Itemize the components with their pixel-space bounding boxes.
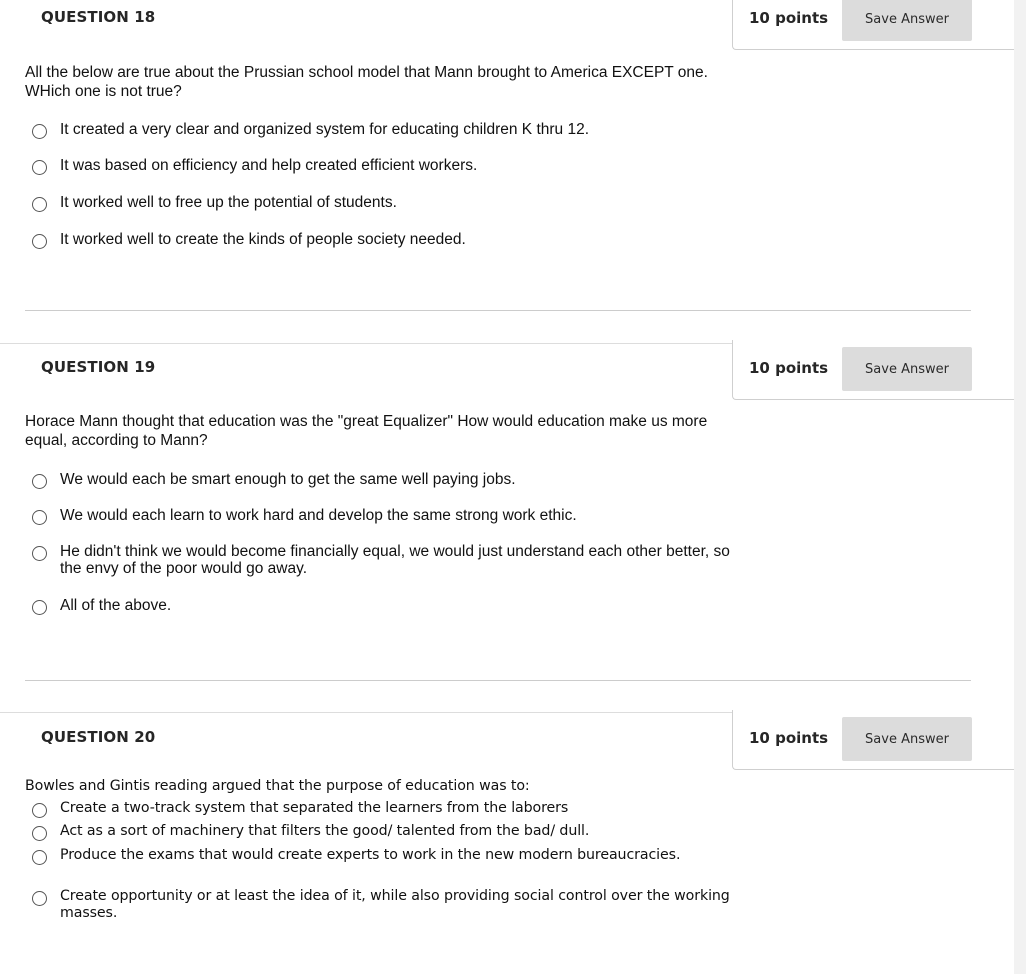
points-panel bbox=[732, 340, 1014, 400]
points-label: 10 points bbox=[749, 729, 829, 747]
question-title: QUESTION 18 bbox=[41, 8, 156, 26]
option-label[interactable]: Produce the exams that would create experts to work in the new modern bureaucracies. bbox=[60, 847, 681, 863]
option-label[interactable]: Act as a sort of machinery that filters the good/ talented from the bad/ dull. bbox=[60, 823, 590, 839]
option-label[interactable]: He didn't think we would become financially equal, we would just understand each other better, so the envy of the poor would go away. bbox=[60, 543, 730, 577]
radio-button[interactable] bbox=[32, 124, 47, 139]
question-divider bbox=[25, 310, 971, 311]
question-divider bbox=[25, 680, 971, 681]
save-answer-button[interactable]: Save Answer bbox=[842, 0, 972, 41]
option-label[interactable]: We would each be smart enough to get the same well paying jobs. bbox=[60, 471, 516, 488]
radio-button[interactable] bbox=[32, 546, 47, 561]
radio-button[interactable] bbox=[32, 510, 47, 525]
option-label[interactable]: It worked well to free up the potential of students. bbox=[60, 194, 397, 211]
points-label: 10 points bbox=[749, 359, 829, 377]
question-text: All the below are true about the Prussian school model that Mann brought to America EXCEPT one. WHich one is not true? bbox=[25, 64, 708, 100]
radio-button[interactable] bbox=[32, 803, 47, 818]
radio-button[interactable] bbox=[32, 826, 47, 841]
option-label[interactable]: Create opportunity or at least the idea of it, while also providing social control over the working masses. bbox=[60, 888, 730, 921]
radio-button[interactable] bbox=[32, 600, 47, 615]
question-text: Bowles and Gintis reading argued that the purpose of education was to: bbox=[25, 778, 530, 794]
radio-button[interactable] bbox=[32, 160, 47, 175]
points-panel bbox=[732, 0, 1014, 50]
points-label: 10 points bbox=[749, 9, 829, 27]
radio-button[interactable] bbox=[32, 850, 47, 865]
question-title: QUESTION 19 bbox=[41, 358, 156, 376]
option-label[interactable]: All of the above. bbox=[60, 597, 172, 614]
question-title: QUESTION 20 bbox=[41, 728, 156, 746]
question-text: Horace Mann thought that education was the "great Equalizer" How would education make us more equal, according to Mann? bbox=[25, 413, 708, 449]
option-label[interactable]: It worked well to create the kinds of people society needed. bbox=[60, 231, 466, 248]
option-label[interactable]: It was based on efficiency and help created efficient workers. bbox=[60, 157, 478, 174]
radio-button[interactable] bbox=[32, 197, 47, 212]
question-header bbox=[0, 350, 1014, 410]
question-header bbox=[0, 0, 1014, 60]
radio-button[interactable] bbox=[32, 474, 47, 489]
points-panel bbox=[732, 710, 1014, 770]
option-label[interactable]: We would each learn to work hard and develop the same strong work ethic. bbox=[60, 507, 577, 524]
question-header bbox=[0, 720, 1014, 780]
option-label[interactable]: It created a very clear and organized system for educating children K thru 12. bbox=[60, 121, 590, 138]
radio-button[interactable] bbox=[32, 891, 47, 906]
save-answer-button[interactable]: Save Answer bbox=[842, 717, 972, 761]
save-answer-button[interactable]: Save Answer bbox=[842, 347, 972, 391]
option-label[interactable]: Create a two-track system that separated the learners from the laborers bbox=[60, 800, 569, 816]
scrollbar-track[interactable] bbox=[1014, 0, 1026, 974]
radio-button[interactable] bbox=[32, 234, 47, 249]
